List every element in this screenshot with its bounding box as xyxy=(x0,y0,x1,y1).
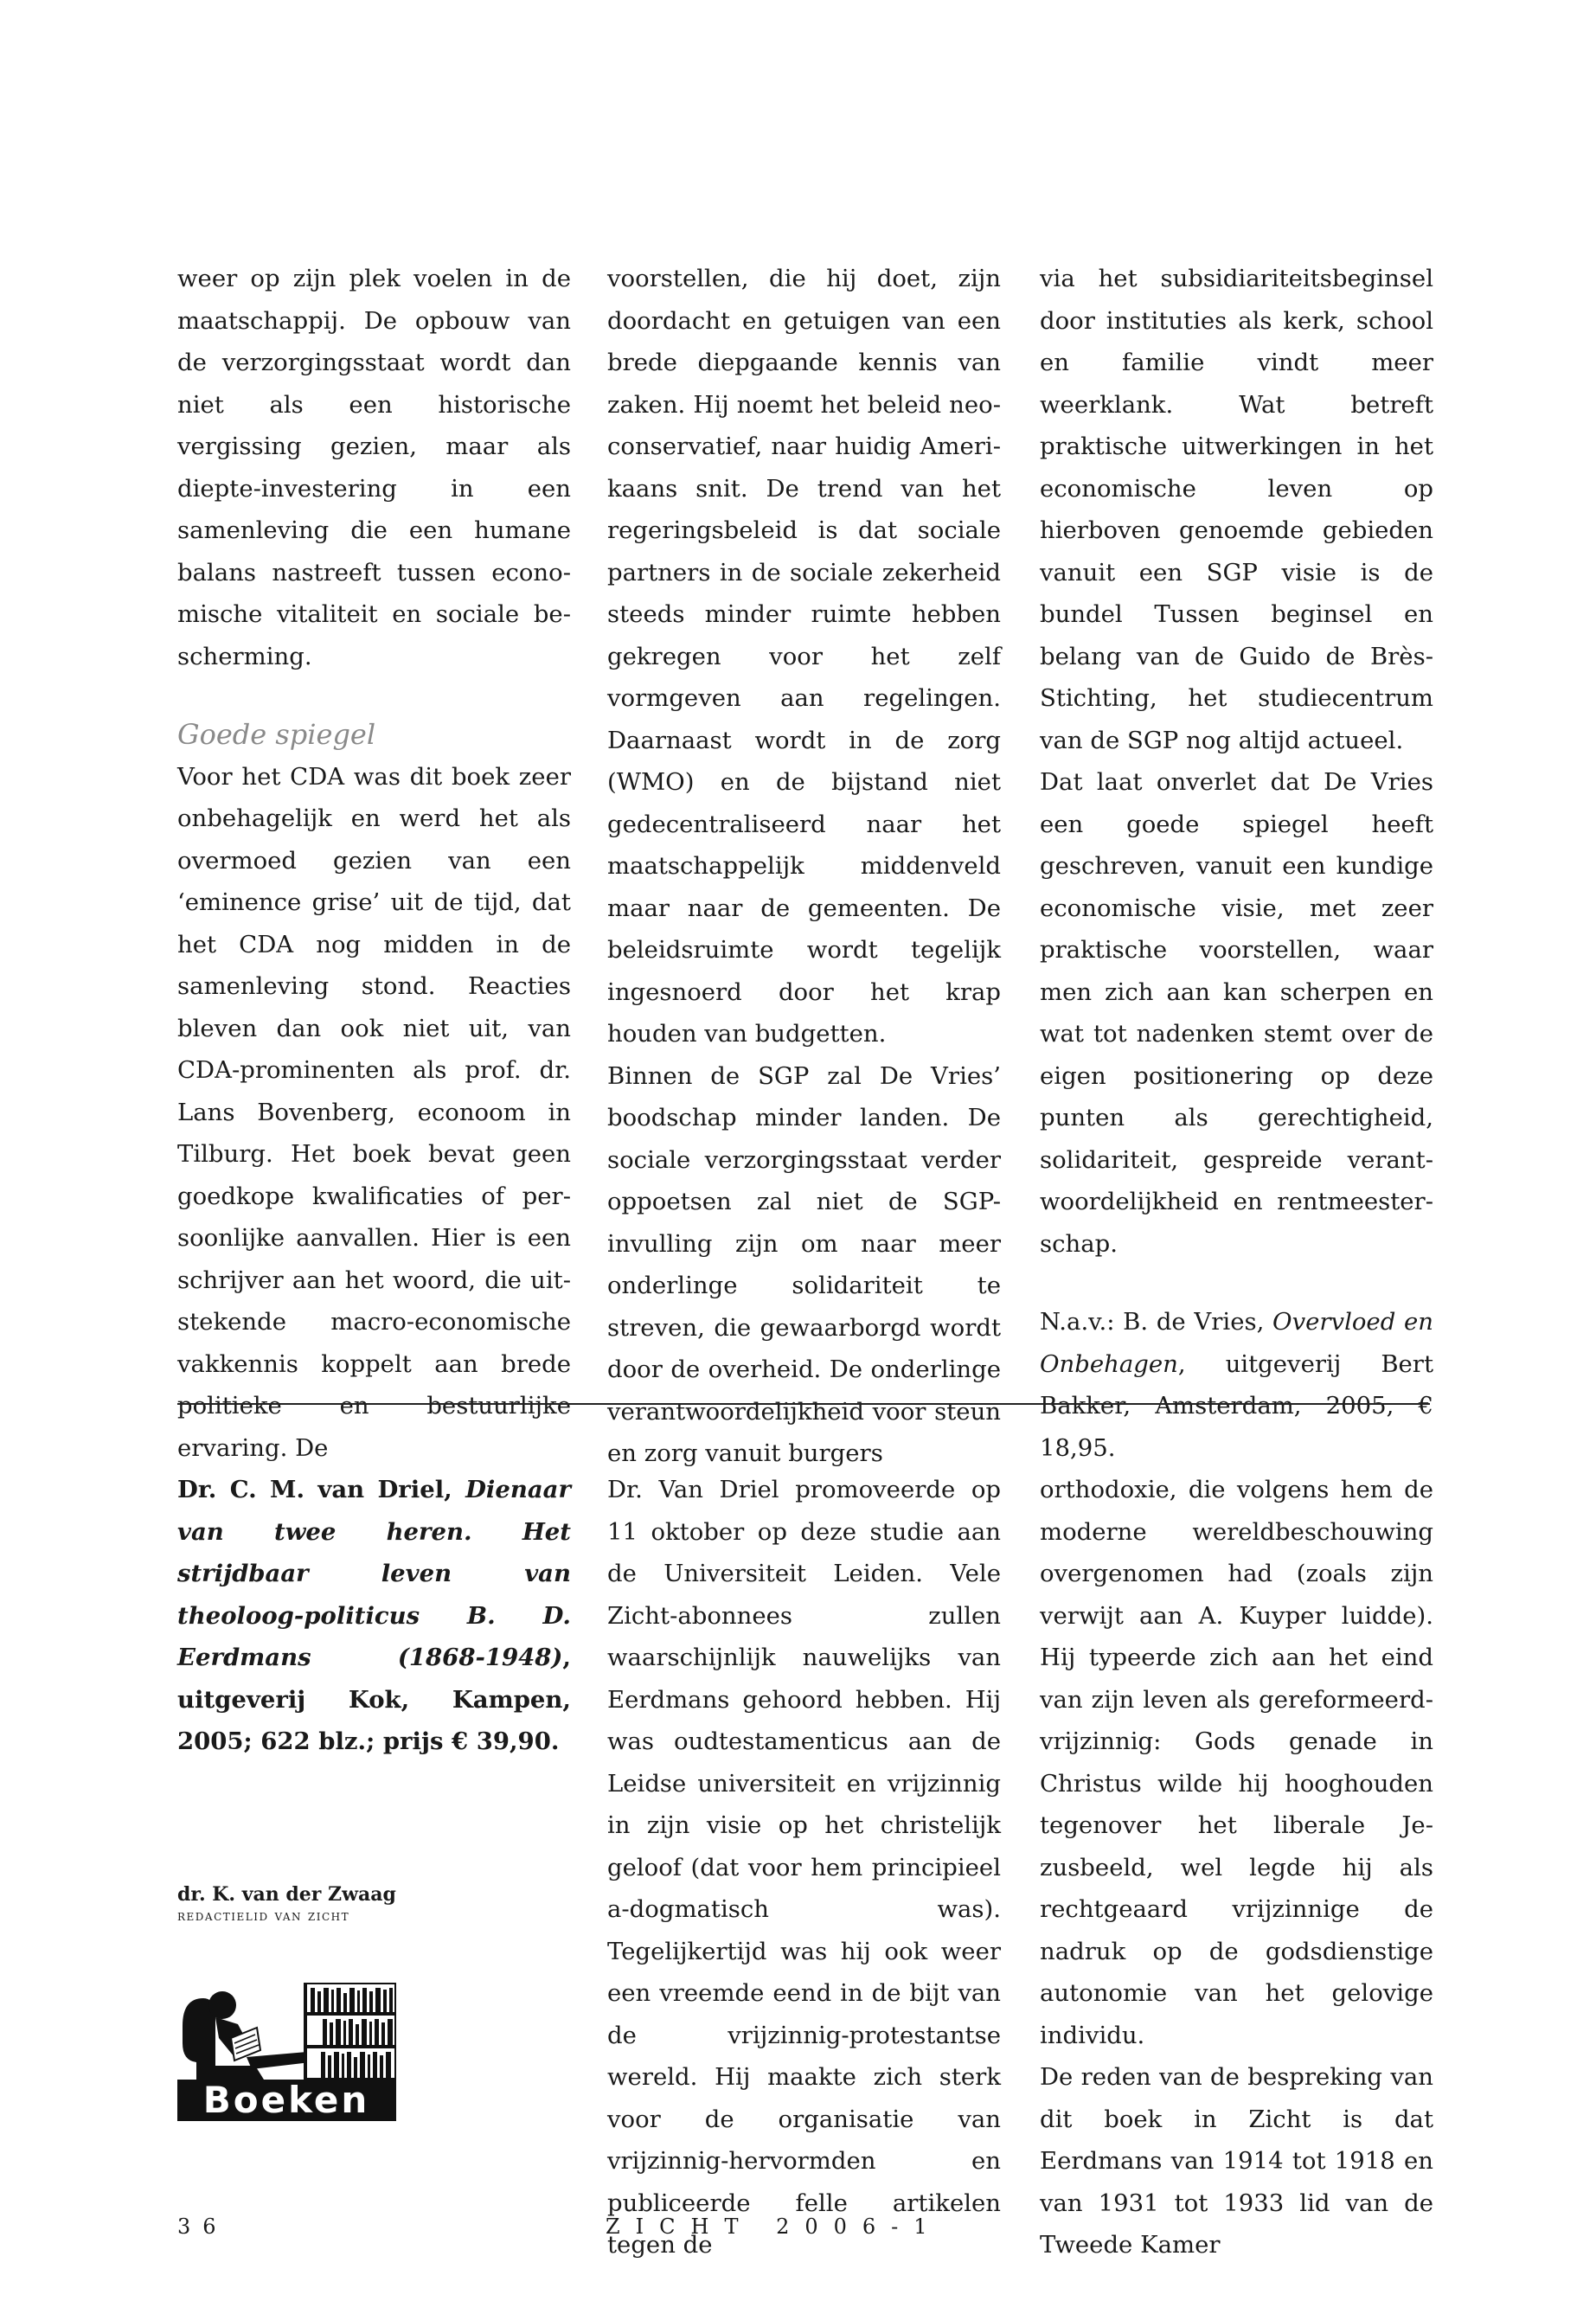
review-column-3 xyxy=(1040,1469,1433,2266)
book-header-column xyxy=(177,1469,571,1763)
book-author: Dr. C. M. van Driel, xyxy=(177,1476,466,1503)
paragraph: voorstellen, die hij doet, zijn doordacht en getuigen van een brede diepgaande kennis van zaken. Hij noemt het beleid neoconservatief, naar huidig Amerikaans snit. De trend van het regeringsbeleid is dat sociale partners in de sociale zekerheid steeds minder ruimte hebben gekregen voor het zelf vormgeven aan regelingen. Daarnaast wordt in de zorg (WMO) en de bijstand niet gedecentraliseerd naar het maatschappelijk middenveld maar naar de gemeenten. De beleidsruimte wordt tegelijk ingesnoerd door het krap houden van budgetten. xyxy=(607,265,1001,1048)
paragraph: Dr. Van Driel promoveerde op 11 oktober op deze studie aan de Universiteit Leiden. Vele Zicht-abonnees zullen waarschijnlijk nauwelijks van Eerdmans gehoord hebben. Hij was oudtestamenticus aan de Leidse universiteit en vrijzinnig in zijn visie op het christelijk geloof (dat voor hem principieel a-dogmatisch was). Tegelijkertijd was hij ook weer een vreemde eend in de bijt van de vrijzinnig-protestantse wereld. Hij maakte zich sterk voor de organisatie van vrijzinnig-hervormden en publiceerde felle artikelen tegen de xyxy=(607,1476,1001,2259)
source-title: Overvloed en Onbehagen xyxy=(1040,1308,1434,1378)
page-number: 36 xyxy=(177,2214,228,2239)
magazine-issue: ZICHT 2006-1 xyxy=(606,2214,943,2239)
subheading: Goede spiegel xyxy=(177,718,376,751)
reading-person-icon xyxy=(177,1983,396,2121)
paragraph: weer op zijn plek voelen in de maatschappij. De opbouw van de verzorgingsstaat wordt dan niet als een historische vergissing gezien, maar als diepte-investering in een samenleving die een humane balans nastreeft tussen economische vitaliteit en sociale bescherming. xyxy=(177,265,571,670)
section-divider xyxy=(177,1403,1430,1405)
book-title: Dienaar van twee heren. Het strijdbaar leven van theoloog-politicus B. D. Eerdmans (1868-1948) xyxy=(177,1476,571,1671)
logo-text: Boeken xyxy=(202,2079,370,2121)
paragraph: Voor het CDA was dit boek zeer onbehagelijk en werd het als overmoed gezien van een ‘eminence grise’ uit de tijd, dat het CDA nog midden in de samenleving stond. Reacties bleven dan ook niet uit, van CDA-prominenten als prof. dr. Lans Bovenberg, econoom in Tilburg. Het boek bevat geen goedkope kwalificaties of persoonlijke aanvallen. Hier is een schrijver aan het woord, die uitstekende macro-economische vakkennis koppelt aan brede politieke en bestuurlijke ervaring. De xyxy=(177,762,571,1462)
book-details: , uitgeverij Kok, Kampen, 2005; 622 blz.; prijs € 39,90. xyxy=(177,1644,571,1755)
paragraph: orthodoxie, die volgens hem de moderne wereldbeschouwing overgenomen had (zoals zijn verwijt aan A. Kuyper luidde). Hij typeerde zich aan het eind van zijn leven als gereformeerd-vrijzinnig: Gods genade in Christus wilde hij hooghouden tegenover het liberale Jezusbeeld, wel legde hij als rechtgeaard vrijzinnige de nadruk op de godsdienstige autonomie van het gelovige individu. xyxy=(1040,1476,1433,2049)
article-column-1 xyxy=(177,258,571,1469)
reviewer xyxy=(177,1881,571,1925)
reviewer-role: redactielid van zicht xyxy=(177,1907,350,1925)
paragraph: Binnen de SGP zal De Vries’ boodschap minder landen. De sociale verzorgingsstaat verder oppoetsen zal niet de SGP-invulling zijn om naar meer onderlinge solidariteit te streven, die gewaarborgd wordt door de overheid. De onderlinge verantwoordelijkheid voor steun en zorg vanuit burgers xyxy=(607,1061,1001,1467)
book-source xyxy=(1040,1301,1433,1469)
reviewer-name: dr. K. van der Zwaag xyxy=(177,1883,396,1906)
article-column-2 xyxy=(607,258,1001,1475)
source-prefix: N.a.v.: B. de Vries, xyxy=(1040,1308,1273,1336)
review-column-2 xyxy=(607,1469,1001,2266)
paragraph: De reden van de bespreking van dit boek in Zicht is dat Eerdmans van 1914 tot 1918 en van 1931 tot 1933 lid van de Tweede Kamer xyxy=(1040,2063,1433,2259)
article-column-3 xyxy=(1040,258,1433,1469)
boeken-logo xyxy=(177,1983,396,2121)
paragraph: Dat laat onverlet dat De Vries een goede spiegel heeft geschreven, vanuit een kundige economische visie, met zeer praktische voorstellen, waar men zich aan kan scherpen en wat tot nadenken stemt over de eigen positionering op deze punten als gerechtigheid, solidariteit, gespreide verantwoordelijkheid en rentmeesterschap. xyxy=(1040,768,1433,1258)
book-citation xyxy=(177,1469,571,1763)
paragraph: via het subsidiariteitsbeginsel door instituties als kerk, school en familie vindt meer weerklank. Wat betreft praktische uitwerkingen in het economische leven op hierboven genoemde gebieden vanuit een SGP visie is de bundel Tussen beginsel en belang van de Guido de Brès-Stichting, het studiecentrum van de SGP nog altijd actueel. xyxy=(1040,265,1433,754)
source-suffix: , uitgeverij Bert Bakker, Amsterdam, 2005, € 18,95. xyxy=(1040,1349,1433,1462)
